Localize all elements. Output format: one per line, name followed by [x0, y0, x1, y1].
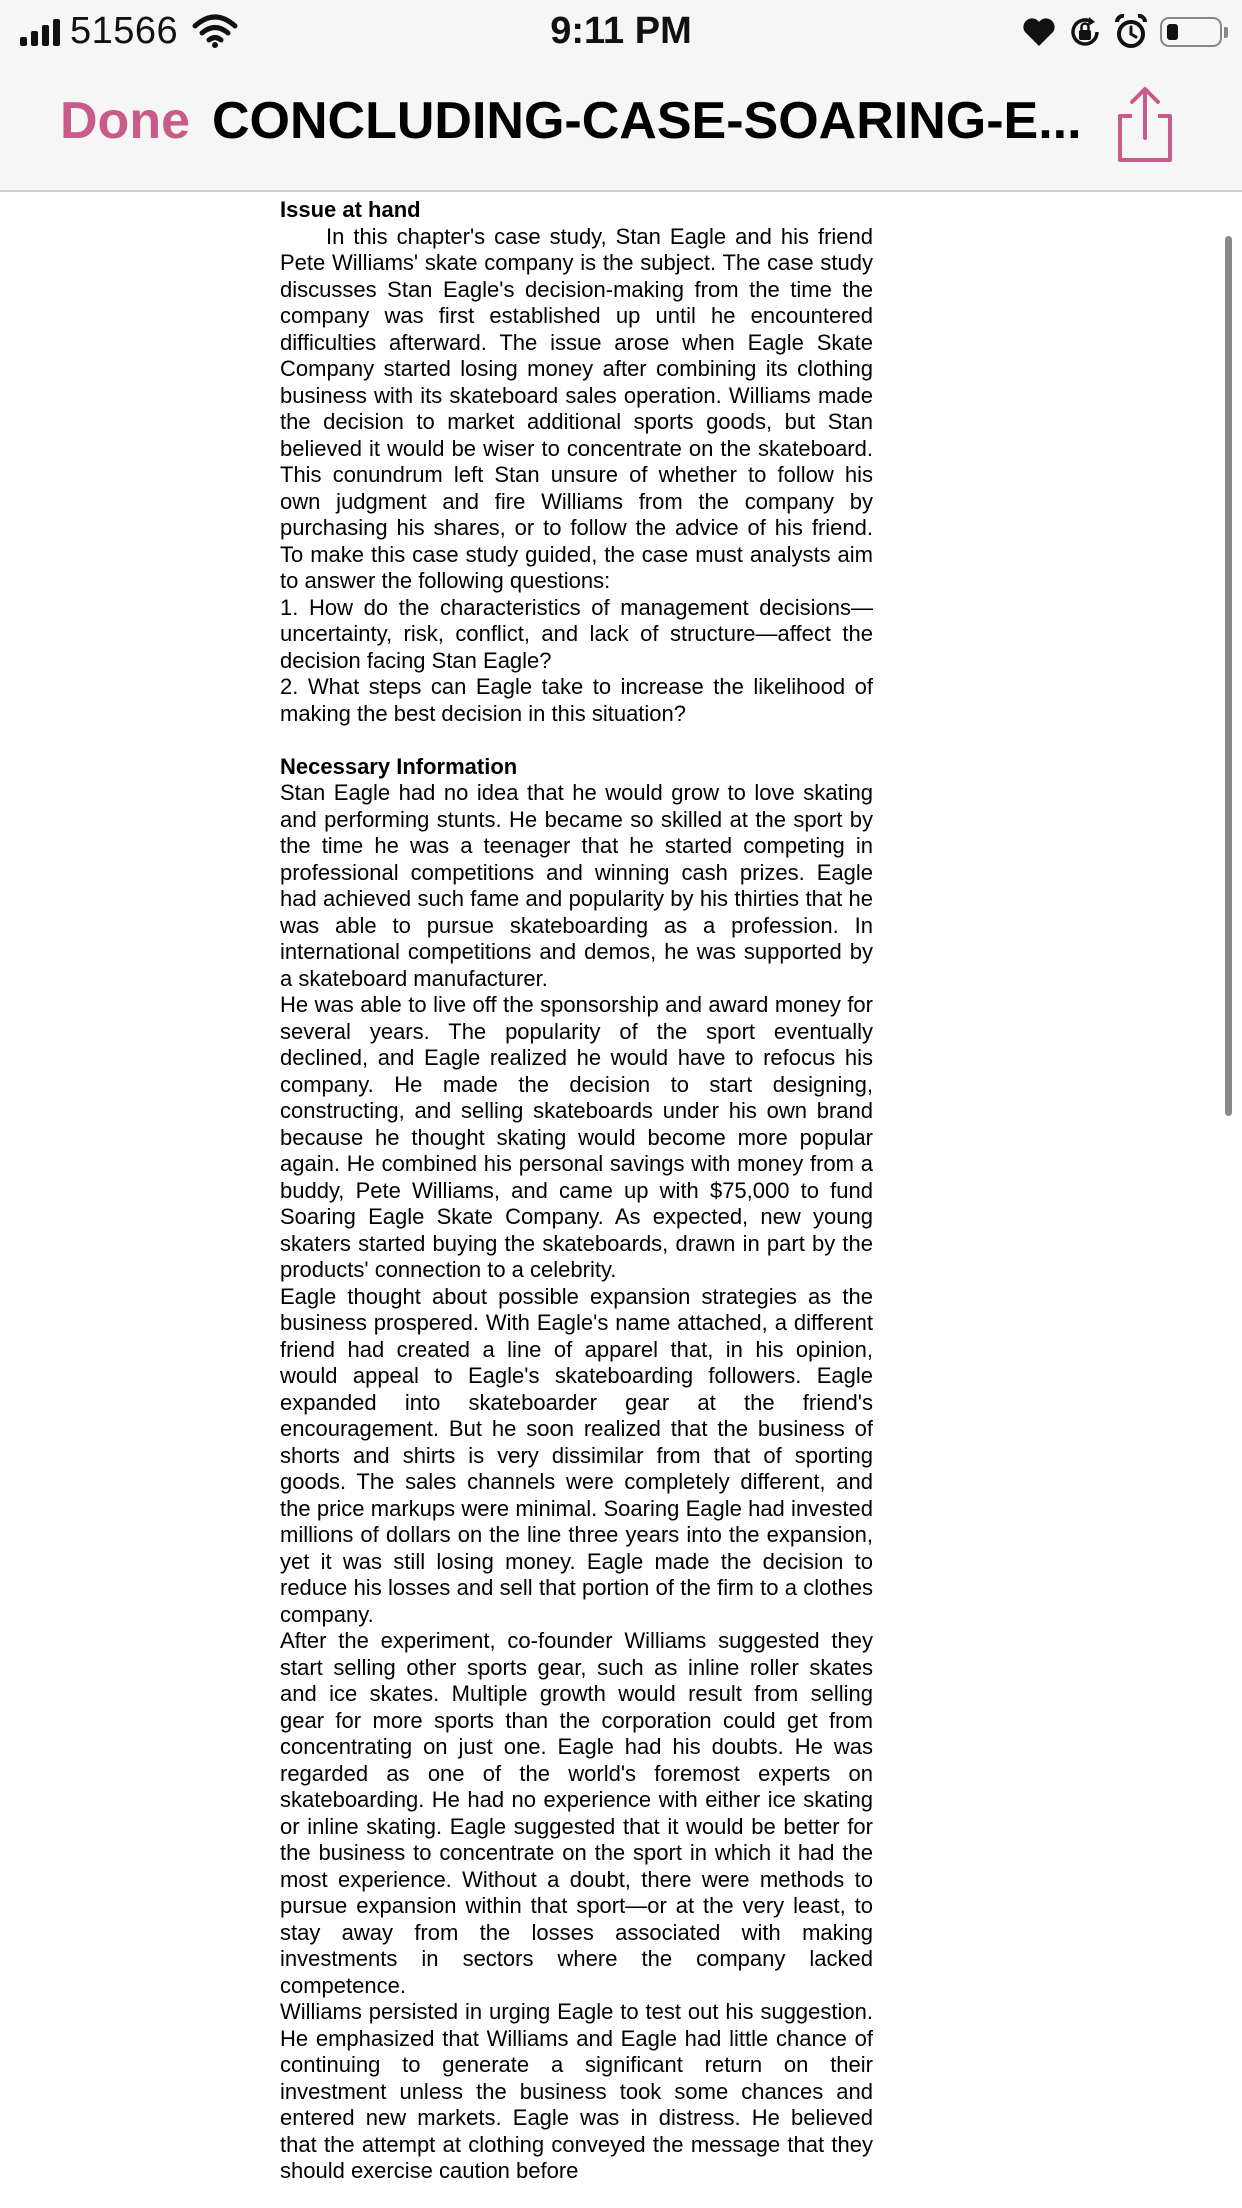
paragraph: Williams persisted in urging Eagle to test out his suggestion. He emphasized that Williams and Eagle had little chance of continuing to generate a significant return on their investment unless the business took some chances and entered new markets. Eagle was in distress. He believed that the attempt at clothing conveyed the message that they should exercise caution before [280, 1999, 873, 2183]
document-content [280, 197, 873, 2185]
clock-time: 9:11 PM [550, 10, 692, 52]
vertical-scrollbar[interactable] [1225, 236, 1232, 1116]
orientation-lock-icon [1068, 15, 1102, 49]
navigation-bar [0, 62, 1242, 192]
alarm-icon [1114, 14, 1148, 50]
share-icon[interactable] [1112, 86, 1178, 164]
document-title: CONCLUDING-CASE-SOARING-E... [212, 92, 1082, 150]
paragraph-spacer [280, 727, 873, 754]
status-right [1022, 10, 1228, 54]
heart-icon [1022, 17, 1056, 47]
carrier-label: 51566 [70, 9, 179, 52]
question-1: 1. How do the characteristics of management decisions—uncertainty, risk, conflict, and lack of structure—affect the decision facing Stan Eagle? [280, 594, 873, 673]
section-heading-information: Necessary Information [280, 753, 518, 779]
section-heading-issue: Issue at hand [280, 197, 421, 222]
paragraph: Stan Eagle had no idea that he would grow to love skating and performing stunts. He became so skilled at the sport by the time he was a teenager that he started competing in professional competitions and winning cash prizes. Eagle had achieved such fame and popularity by his thirties that he was able to pursue skateboarding as a profession. In international competitions and demos, he was supported by a skateboard manufacturer. [280, 780, 873, 991]
paragraph: Eagle thought about possible expansion strategies as the business prospered. With Eagle's name attached, a different friend had created a line of apparel that, in his opinion, would appeal to Eagle's skateboarding followers. Eagle expanded into skateboarder gear at the friend's encouragement. But he soon realized that the business of shorts and shirts is very dissimilar from that of sporting goods. The sales channels were completely different, and the price markups were minimal. Soaring Eagle had invested millions of dollars on the line three years into the expansion, yet it was still losing money. Eagle made the decision to reduce his losses and sell that portion of the firm to a clothes company. [280, 1283, 873, 1627]
paragraph: In this chapter's case study, Stan Eagle and his friend Pete Williams' skate company is the subject. The case study discusses Stan Eagle's decision-making from the time the company was first established up until he encountered difficulties afterward. The issue arose when Eagle Skate Company started losing money after combining its clothing business with its skateboard sales operation. Williams made the decision to market additional sports goods, but Stan believed it would be wiser to concentrate on the skateboard. This conundrum left Stan unsure of whether to follow his own judgment and fire Williams from the company by purchasing his shares, or to follow the advice of his friend. To make this case study guided, the case must analysts aim to answer the following questions: [280, 223, 873, 593]
paragraph: He was able to live off the sponsorship and award money for several years. The popularity of the sport eventually declined, and Eagle realized he would have to refocus his company. He made the decision to start designing, constructing, and selling skateboards under his own brand because he thought skating would become more popular again. He combined his personal savings with money from a buddy, Pete Williams, and came up with $75,000 to fund Soaring Eagle Skate Company. As expected, new young skaters started buying the skateboards, drawn in part by the products' connection to a celebrity. [280, 992, 873, 1282]
status-bar [0, 0, 1242, 62]
paragraph: After the experiment, co-founder Williams suggested they start selling other sports gear, such as inline roller skates and ice skates. Multiple growth would result from selling gear for more sports than the corporation could get from concentrating on just one. Eagle had his doubts. He was regarded as one of the world's foremost experts on skateboarding. He had no experience with either ice skating or inline skating. Eagle suggested that it would be better for the business to concentrate on the sport in which it had the most experience. Without a doubt, there were methods to pursue expansion within that sport—or at the very least, to stay away from the losses associated with making investments in sectors where the company lacked competence. [280, 1628, 873, 1998]
done-button[interactable]: Done [60, 92, 190, 150]
battery-icon [1160, 17, 1222, 47]
battery-tip [1224, 27, 1228, 38]
question-2: 2. What steps can Eagle take to increase the likelihood of making the best decision in this situation? [280, 674, 873, 726]
